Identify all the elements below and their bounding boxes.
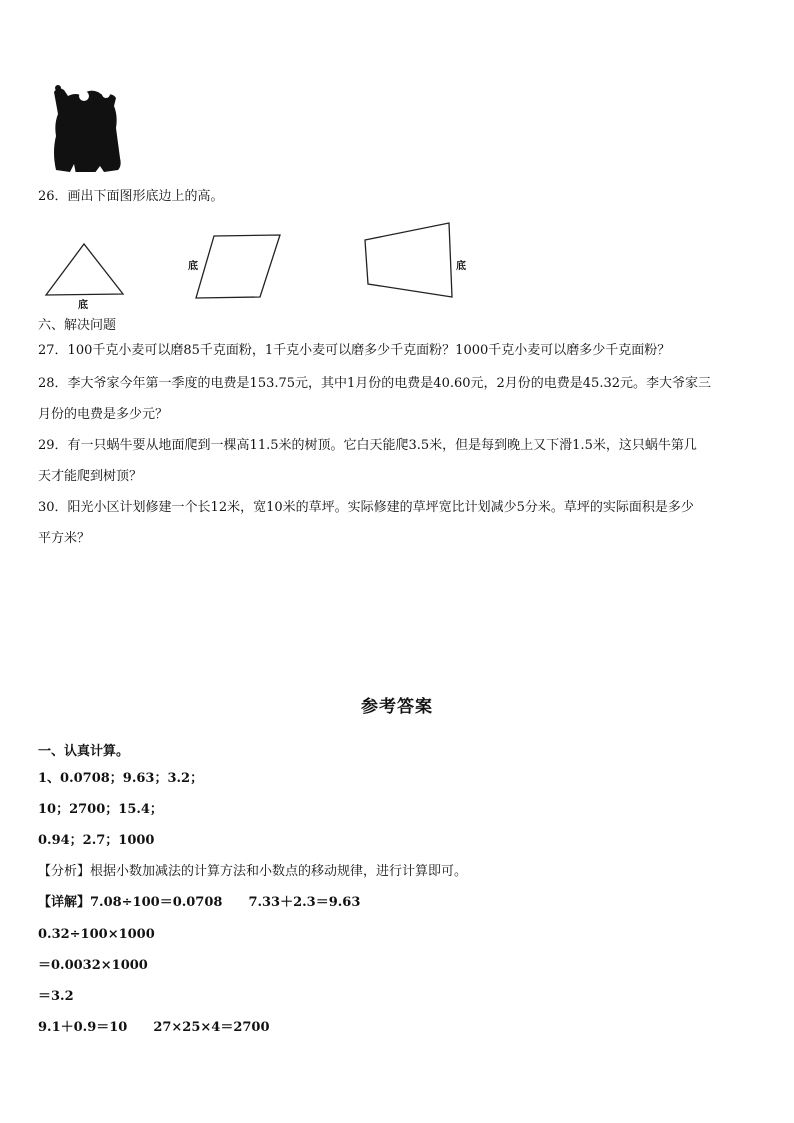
trapezoid-figure [360,218,458,300]
answers-title: 参考答案 [361,697,433,717]
question-26: 26．画出下面图形底边上的高。 [38,189,224,204]
question-30-line-1: 30．阳光小区计划修建一个长12米，宽10米的草坪。实际修建的草坪宽比计划减少5分米。草坪的实际面积是多少 [38,500,694,515]
answer-line: 9.1＋0.9＝10 27×25×4＝2700 [38,1020,270,1035]
answer-line: 1、0.0708；9.63；3.2； [38,771,204,786]
answer-analysis: 【分析】根据小数加减法的计算方法和小数点的移动规律，进行计算即可。 [38,864,468,879]
question-28-line-1: 28．李大爷家今年第一季度的电费是153.75元，其中1月份的电费是40.60元，2月份的电费是45.32元。李大爷家三 [38,376,712,391]
answer-line: 0.94；2.7；1000 [38,833,155,848]
question-29-line-1: 29．有一只蜗牛要从地面爬到一棵高11.5米的树顶。它白天能爬3.5米，但是每到晚上又下滑1.5米，这只蜗牛第几 [38,438,697,453]
trapezoid-base-label: 底 [456,261,466,272]
figures-silhouette-image [44,84,126,172]
answers-section-1-heading: 一、认真计算。 [38,744,130,759]
question-29-line-2: 天才能爬到树顶？ [38,469,143,484]
answer-line: ＝0.0032×1000 [38,958,148,973]
triangle-figure [42,240,128,302]
parallelogram-base-label: 底 [188,261,198,272]
answer-line: 10；2700；15.4； [38,802,163,817]
answer-line: ＝3.2 [38,989,74,1004]
question-27: 27．100千克小麦可以磨85千克面粉，1千克小麦可以磨多少千克面粉？1000千克小麦可以磨多少千克面粉？ [38,343,671,358]
question-28-line-2: 月份的电费是多少元？ [38,407,169,422]
section-6-heading: 六、解决问题 [38,318,117,333]
question-30-line-2: 平方米？ [38,531,91,546]
answer-detail: 【详解】7.08÷100＝0.0708 7.33＋2.3＝9.63 [38,895,361,910]
triangle-base-label: 底 [78,300,88,311]
parallelogram-figure [192,230,284,302]
answer-line: 0.32÷100×1000 [38,927,155,942]
